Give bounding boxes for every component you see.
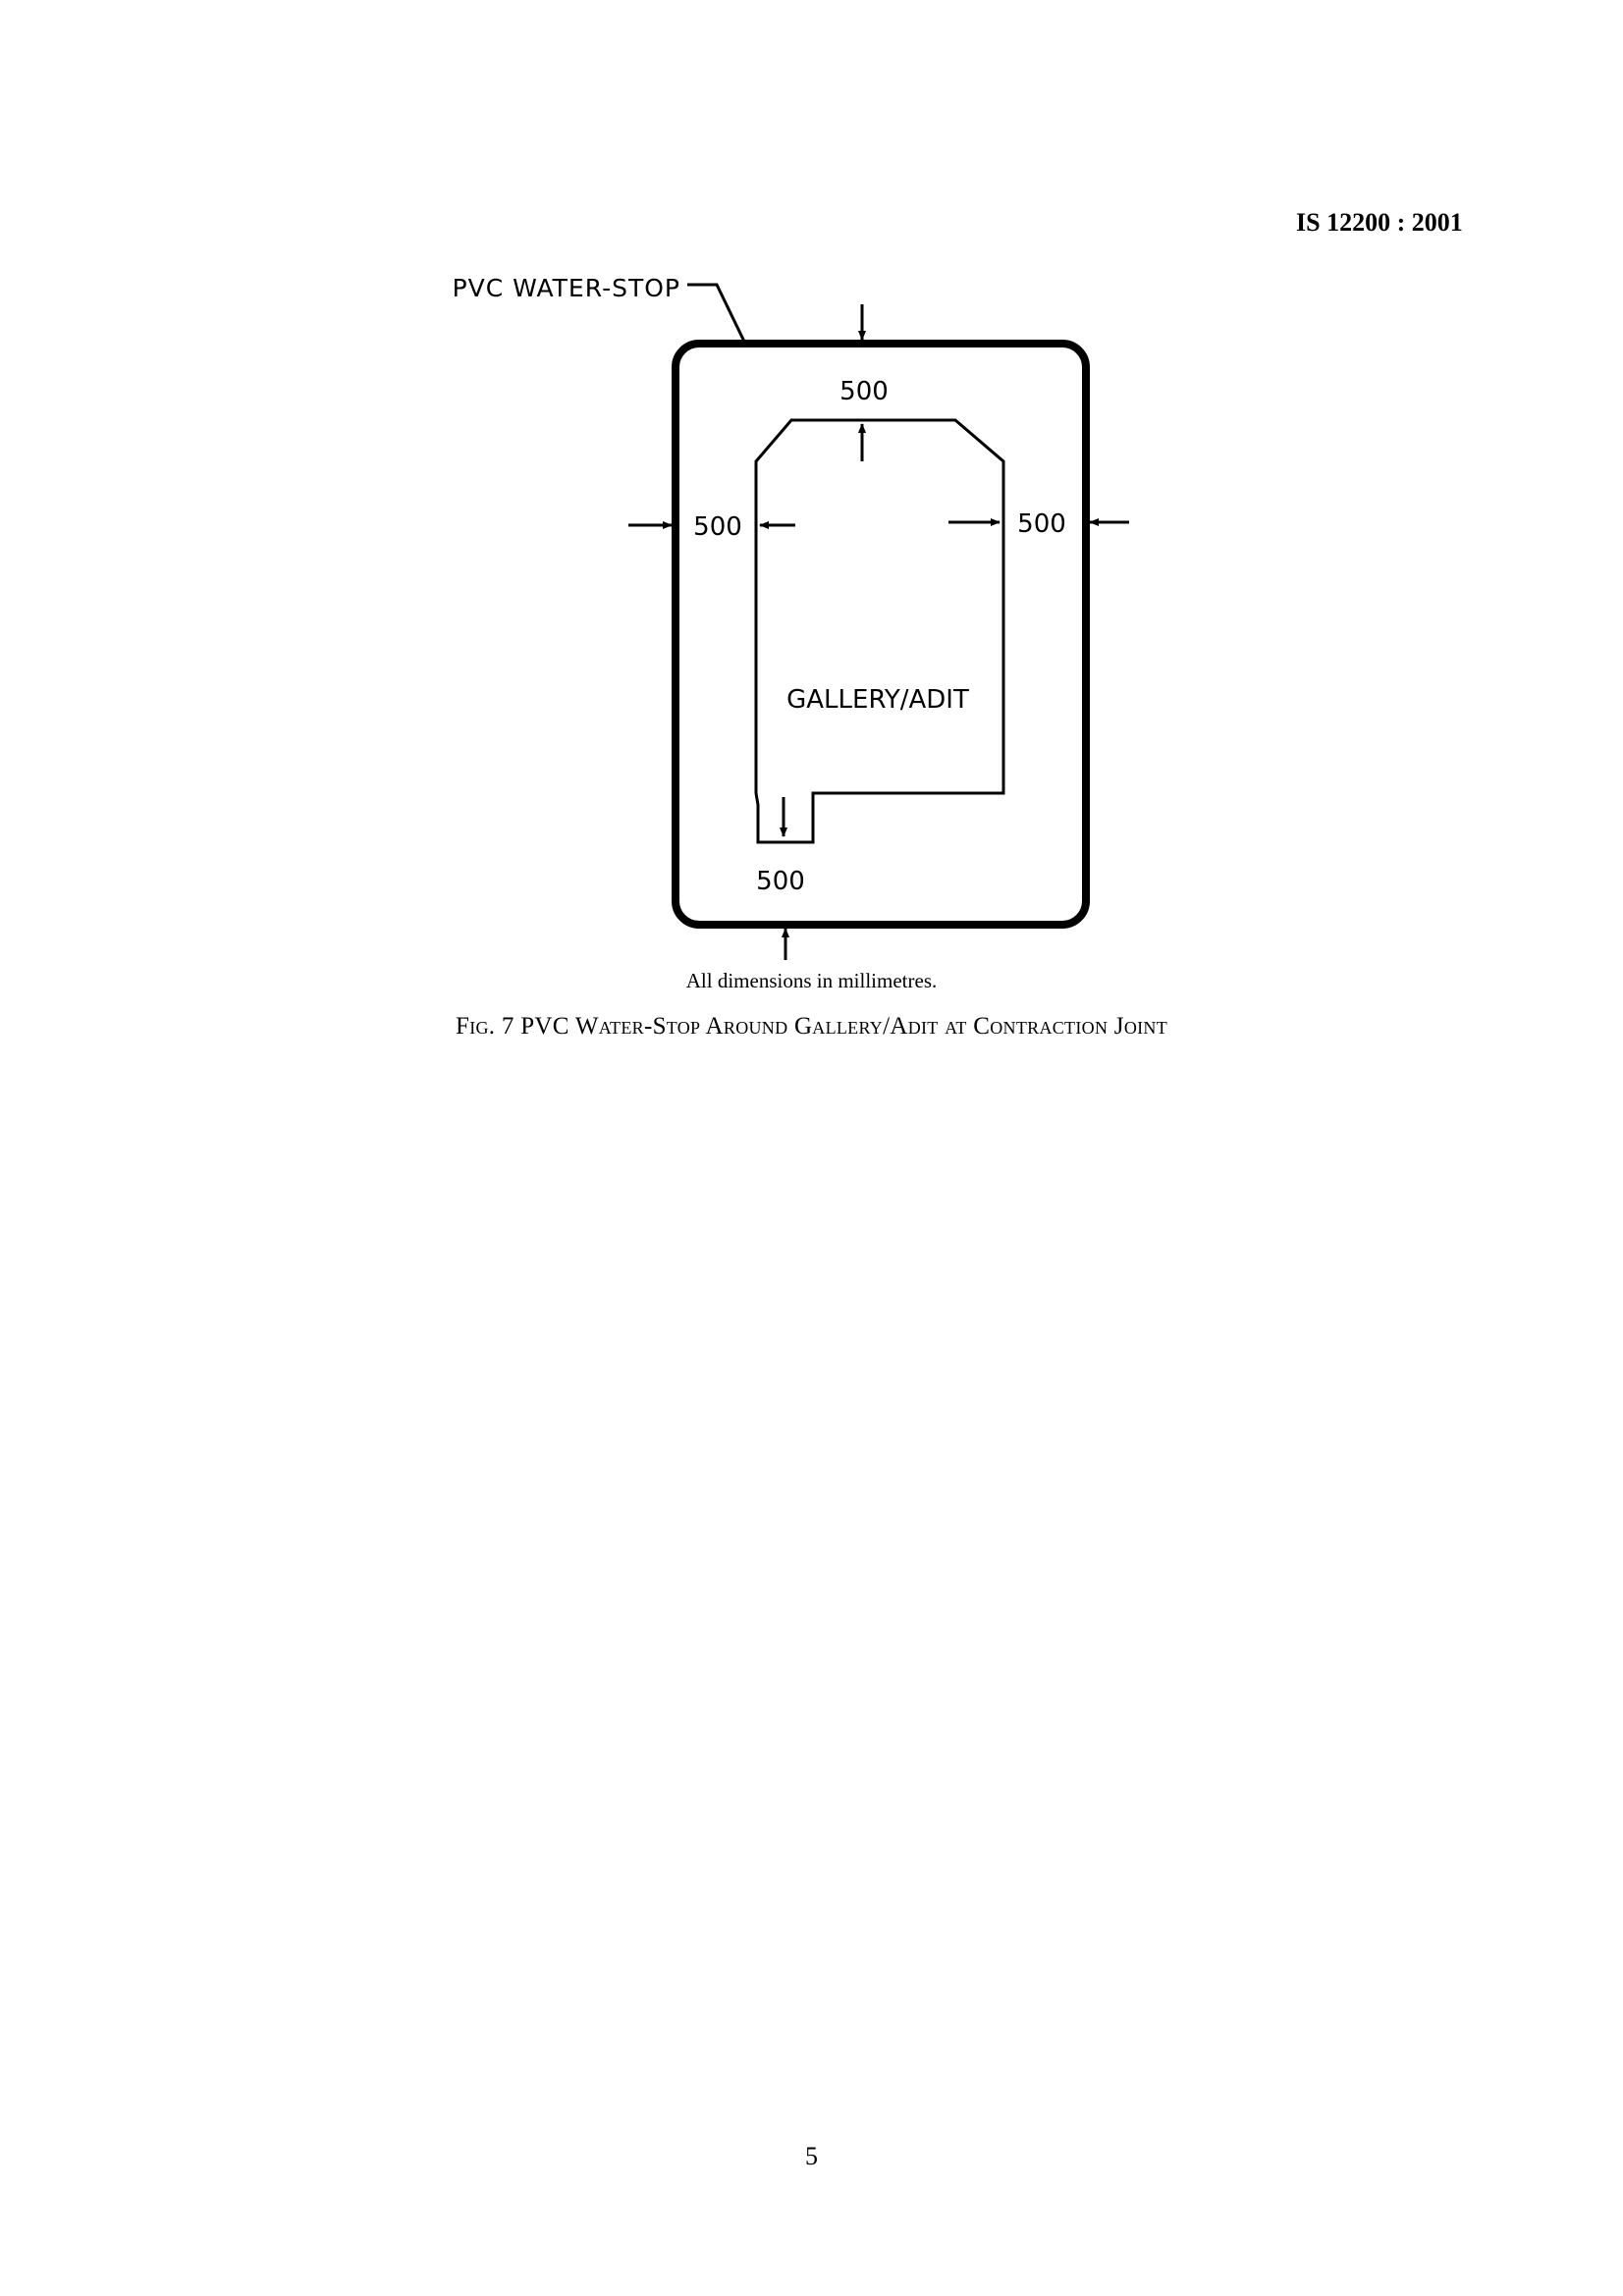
standard-number: IS 12200 : 2001 <box>1296 208 1463 237</box>
figure-7-drawing <box>0 0 1623 982</box>
figure-note: All dimensions in millimetres. <box>685 969 938 992</box>
water-stop-leader <box>687 285 746 346</box>
dimension-left-label: 500 <box>693 512 742 542</box>
water-stop-outline <box>676 344 1086 925</box>
gallery-adit-label: GALLERY/ADIT <box>786 685 969 715</box>
dimension-right-label: 500 <box>1017 509 1066 539</box>
gallery-adit-outline <box>756 420 1003 842</box>
water-stop-label: PVC WATER-STOP <box>452 274 680 302</box>
page-number: 5 <box>805 2142 818 2170</box>
dimension-top-label: 500 <box>839 377 889 406</box>
dimension-bottom-label: 500 <box>756 867 805 896</box>
figure-caption: Fig. 7 PVC Water-Stop Around Gallery/Adit at Contraction Joint <box>455 1013 1168 1040</box>
